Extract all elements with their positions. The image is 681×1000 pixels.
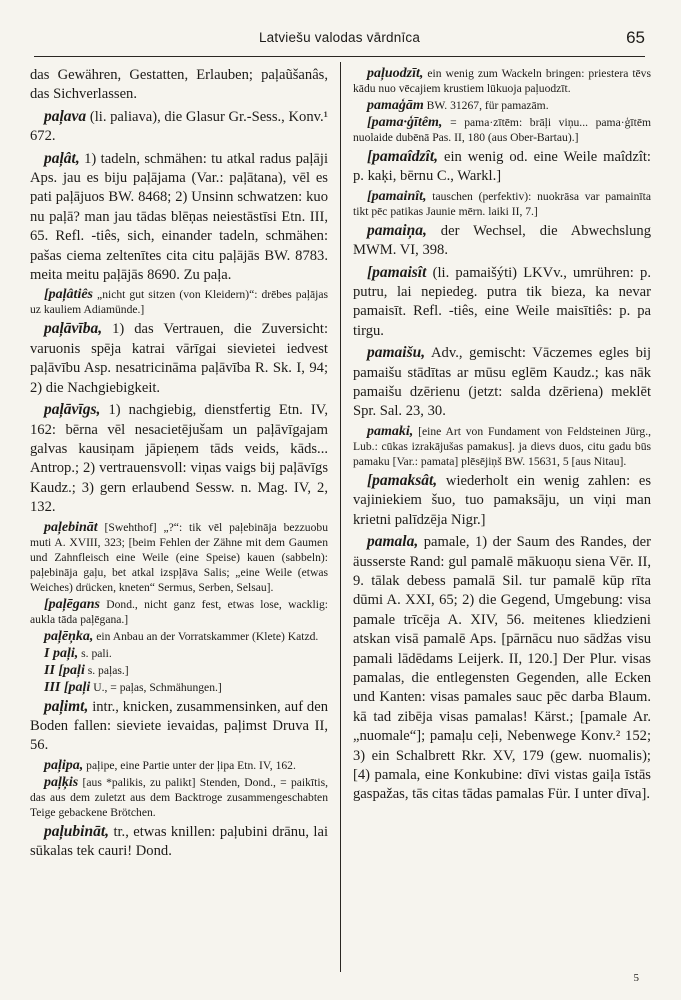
entry-definition: paļipe, eine Partie unter der ļipa Etn. IV, 162. <box>83 758 296 772</box>
entry-headword: [pamaksât, <box>367 471 438 489</box>
entry-definition: tauschen (perfektiv): nuokrāsa var pamainīta tikt pēc patikas Jaunie mērn. laiki II, 7.] <box>353 189 651 218</box>
entry-definition: intr., knicken, zusammensinken, auf den Boden fallen: sieviete ievaidas, paļimst Druva II, 56. <box>30 698 328 754</box>
entry-definition: wiederholt ein wenig zahlen: es vajiniekiem šuo, tuo pamaksāju, un viņi man krietni palīdzēja Nigr.] <box>353 472 651 528</box>
dictionary-entry <box>30 66 328 105</box>
entry-definition: Adv., gemischt: Vāczemes egles bij pamaišu stādītas ar mūsu eglēm Kaudz.; kas nāk pamaišu dzērienu (jetzt: salda dzēriena) meklēt Spr. Sal. 23, 30. <box>353 345 651 420</box>
entry-headword: paļāvīgs, <box>44 401 101 419</box>
entry-definition: tr., etwas knillen: paļubini drānu, lai sūkalas tek cauri! Dond. <box>30 823 328 860</box>
dictionary-entry <box>30 697 328 756</box>
entry-headword: [pamaîdzît, <box>367 148 439 165</box>
dictionary-entry <box>353 424 651 469</box>
entry-definition: (li. paliava), die Glasur Gr.-Sess., Konv.¹ 672. <box>30 108 328 145</box>
entry-definition: ein wenig zum Wackeln bringen: priestera tēvs kādu nuo vēcajiem krustiem lūkuoja paļuodzīt. <box>353 67 651 95</box>
entry-definition: ein wenig od. eine Weile maîdzît: p. kaķi, bērnu C., Warkl.] <box>353 149 651 185</box>
entry-headword: paļāvība, <box>44 320 103 338</box>
entry-headword: pamaišu, <box>367 344 426 362</box>
dictionary-entry <box>30 629 328 644</box>
dictionary-entry <box>30 400 328 517</box>
entry-definition: „nicht gut sitzen (von Kleidern)“: drēbes paļājas uz kauliem Adiamünde.] <box>30 288 328 317</box>
entry-headword: pamaģām <box>367 98 424 113</box>
entry-definition: der Wechsel, die Abwechslung MWM. VI, 398. <box>353 222 651 259</box>
dictionary-entry <box>30 822 328 862</box>
entry-headword: paļava <box>44 107 87 125</box>
dictionary-entry <box>353 98 651 113</box>
entry-headword: paļķis <box>44 774 79 790</box>
entry-definition: = pama·zītēm: brāļi viņu... pama·ģītēm nuolaide dubēnā Pas. II, 180 (aus Ober-Bartau).] <box>353 116 651 144</box>
entry-headword: [pama·ģītêm, <box>367 115 443 130</box>
dictionary-entry <box>30 319 328 398</box>
entry-headword: paļubināt, <box>44 822 110 840</box>
entry-headword: [paļâtiês <box>44 287 93 303</box>
entry-headword: paļipa, <box>44 757 84 773</box>
left-column <box>30 66 328 971</box>
page-number: 65 <box>626 28 645 47</box>
dictionary-entry <box>30 287 328 317</box>
dictionary-entry <box>30 646 328 661</box>
entry-headword: III [paļi <box>44 679 91 695</box>
entry-definition: [Swehthof] „?“: tik vēl paļebināja bezzuobu muti A. XVIII, 323; [beim Fehlen der Zähne mit dem Gaumen und Zahnfleisch eine Weile (eine Speise) kauen (sabbeln): paļebināja gaļu, bet atkal izspļāva Salis; „eine Weile (etwas Weiches) drücken, kneten“ Sermus, Serben, Selsau]. <box>30 520 328 594</box>
dictionary-entry <box>30 775 328 820</box>
entry-headword: paļimt, <box>44 697 89 715</box>
entry-headword: pamaki, <box>367 423 414 439</box>
dictionary-entry <box>353 221 651 261</box>
entry-headword: [pamainît, <box>367 188 427 204</box>
dictionary-entry <box>353 471 651 530</box>
entry-definition: (li. pamaišýti) LKVv., umrühren: p. putru, lai nepiedeg. putra tik bieza, ka nevar pamaisīt. Refl. -tiês, eine Weile maisītiês: p. pa tirgu. <box>353 264 651 339</box>
printer-signature: 5 <box>633 972 639 984</box>
entry-headword: paļebināt <box>44 519 98 535</box>
dictionary-entry <box>30 107 328 147</box>
dictionary-entry <box>353 263 651 342</box>
running-title: Latviešu valodas vārdnīca <box>258 30 421 45</box>
dictionary-entry <box>353 147 651 187</box>
dictionary-entry <box>30 149 328 286</box>
entry-definition: [aus *palikis, zu palikt] Stenden, Dond., = paikītis, das aus dem zuletzt aus dem Backtroge zusammengeschabten Teige gebackene Brötchen. <box>30 775 328 819</box>
entry-definition: 1) tadeln, schmähen: tu atkal radus paļāji Aps. jau es biju paļājama (Var.: paļātana), vēl es pati paļājuos BW. 8468; 2) Unsinn schwatzen: kuo nu paļā? man jau tādas blēņas neiestāstīsi Etn. III, 65. Refl. -tiês, sich, einander tadeln, schmähen: pašas ciema zeltenītes cita citu paļājās BW. 8783. meita meitu paļājās 8690. Zu paļa. <box>30 150 328 284</box>
entry-headword: [pamaisît <box>367 263 427 281</box>
entry-headword: paļuodzīt, <box>367 66 424 81</box>
entry-definition: Dond., nicht ganz fest, etwas lose, wacklig: aukla tāda paļēgana.] <box>30 597 328 626</box>
dictionary-entry <box>30 520 328 595</box>
dictionary-entry <box>353 66 651 96</box>
entry-headword: II [paļi <box>44 662 85 678</box>
column-divider <box>340 62 341 972</box>
entry-definition: das Gewähren, Gestatten, Erlauben; paļaũšanâs, das Sichverlassen. <box>30 67 328 103</box>
page-header <box>34 28 645 52</box>
entry-definition: 1) nachgiebig, dienstfertig Etn. IV, 162: bērna vēl nesacietējušam un paļāvīgajam galvas kausiņam jāpieņem tāds veids, kāds... Antrop.; 2) vertrauensvoll: viņas vaigs bij paļāvīgs Kaudz.; 3) gern erlaubend Sessw. n. Mag. IV, 2, 132. <box>30 402 328 516</box>
entry-definition: ein Anbau an der Vorratskammer (Klete) Katzd. <box>93 629 319 643</box>
entry-headword: paļât, <box>44 149 80 167</box>
entry-definition: s. pali. <box>78 646 112 660</box>
entry-definition: U., = paļas, Schmähungen.] <box>90 680 222 694</box>
entry-definition: [eine Art von Fundament von Feldsteinen Jürg., Lub.: cūkas izrakājušas pamakus]. ja dievs duos, citu gadu būs pamaku [Var.: pamata] plēsējiņš BW. 15631, 5 [aus Nitau]. <box>353 424 651 468</box>
dictionary-entry <box>353 115 651 145</box>
entry-definition: 1) das Vertrauen, die Zuversicht: varuonis spēja katrai vārīgai sievietei iedvest paļāvību Asp. nesatricināma paļāvība R. Sk. I, 94; 2) die Nachgiebigkeit. <box>30 321 328 396</box>
dictionary-entry <box>30 663 328 678</box>
dictionary-entry <box>30 597 328 627</box>
entry-headword: pamaiņa, <box>367 221 427 239</box>
entry-definition: pamale, 1) der Saum des Randes, der äusserste Rand: gul pamalē mākuoņu siena Vēr. II, 9. tālak debess pamalā Sil. tur pamalē kūp rīta dūmi A. XXI, 65; 2) die Gegend, Umgebung: visa pamale trīcēja A. XIV, 56. meitenes kliedzieni atskan visā pamalē Aps. [pārnācu nuo sādžas visu pamali lādēdams Leijerk. II, 120.] Der Plur. visas pamalas, die entlegensten Gegenden, alle Ecken und Kanten: visas pamales sauc pēc darba Blaum. kā tad zibēja visas pamalas! Kärst.; [pamale Ar. „nuomale“]; pamaļu ceļi, Nebenwege Konv.² 152; 3) ein Schalbrett Rkr. XV, 179 (gew. nuomalis); [4) pamala, eine Konkubine: dīvi vistas gaiļa īstās gaspažas, tās citas tādas pamalas Für. I unter dīva]. <box>353 534 651 803</box>
dictionary-entry <box>353 532 651 805</box>
entry-headword: pamala, <box>367 533 419 551</box>
entry-definition: BW. 31267, für pamazām. <box>423 99 549 112</box>
entry-definition: s. paļas.] <box>84 663 129 677</box>
dictionary-entry <box>353 189 651 219</box>
header-rule <box>34 56 645 57</box>
dictionary-entry <box>30 758 328 773</box>
dictionary-entry <box>353 343 651 422</box>
dictionary-entry <box>30 680 328 695</box>
entry-headword: I paļi, <box>44 645 79 661</box>
entry-headword: paļēņka, <box>44 628 94 644</box>
right-column <box>353 66 651 971</box>
entry-headword: [paļēgans <box>44 596 100 612</box>
